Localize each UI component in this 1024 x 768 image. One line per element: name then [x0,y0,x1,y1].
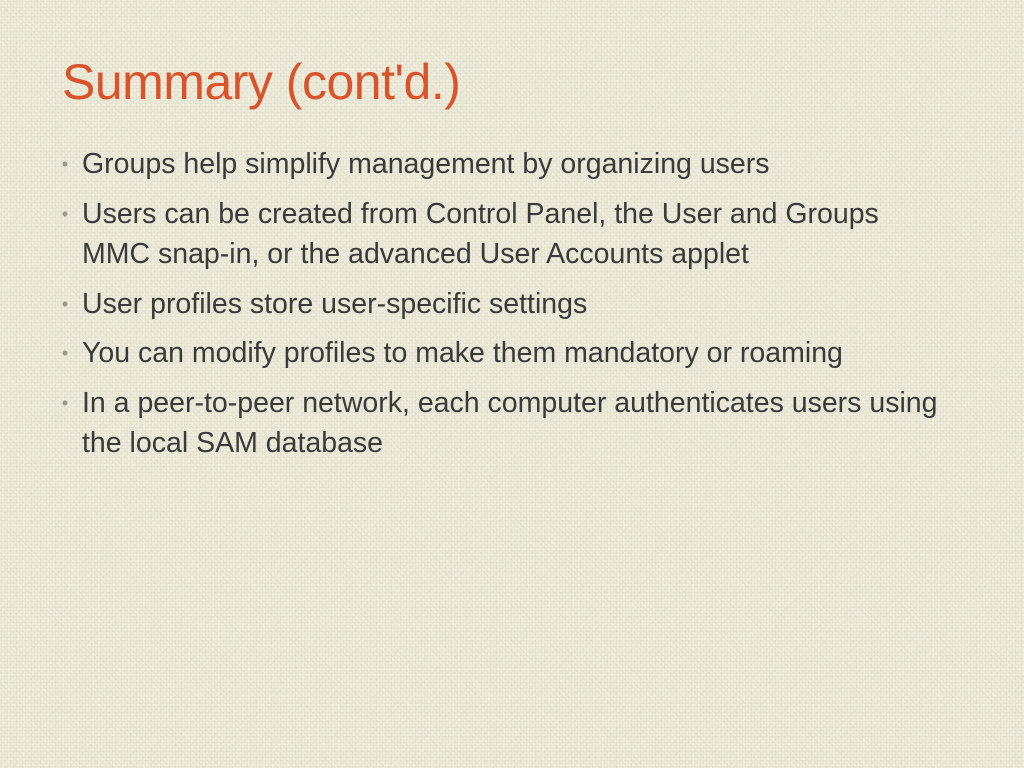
bullet-text: In a peer-to-peer network, each computer authenticates users using the local SAM database [82,386,938,459]
bullet-item [58,284,938,325]
bullet-text: Users can be created from Control Panel, the User and Groups MMC snap-in, or the advanced User Accounts applet [82,197,879,270]
bullet-item [58,144,938,185]
bullet-item [58,194,938,275]
bullet-dot-icon: • [61,293,69,314]
bullet-dot-icon: • [61,343,69,363]
bullet-dot-icon: • [61,392,69,413]
bullet-text: User profiles store user-specific settings [82,287,588,320]
bullet-item [58,383,938,464]
slide-title: Summary (cont'd.) [62,54,461,110]
bullet-list [58,144,938,473]
bullet-item [58,333,938,374]
bullet-text: You can modify profiles to make them mandatory or roaming [82,337,843,369]
bullet-dot-icon: • [61,203,69,224]
bullet-dot-icon: • [61,154,69,174]
bullet-text: Groups help simplify management by organizing users [82,148,770,180]
